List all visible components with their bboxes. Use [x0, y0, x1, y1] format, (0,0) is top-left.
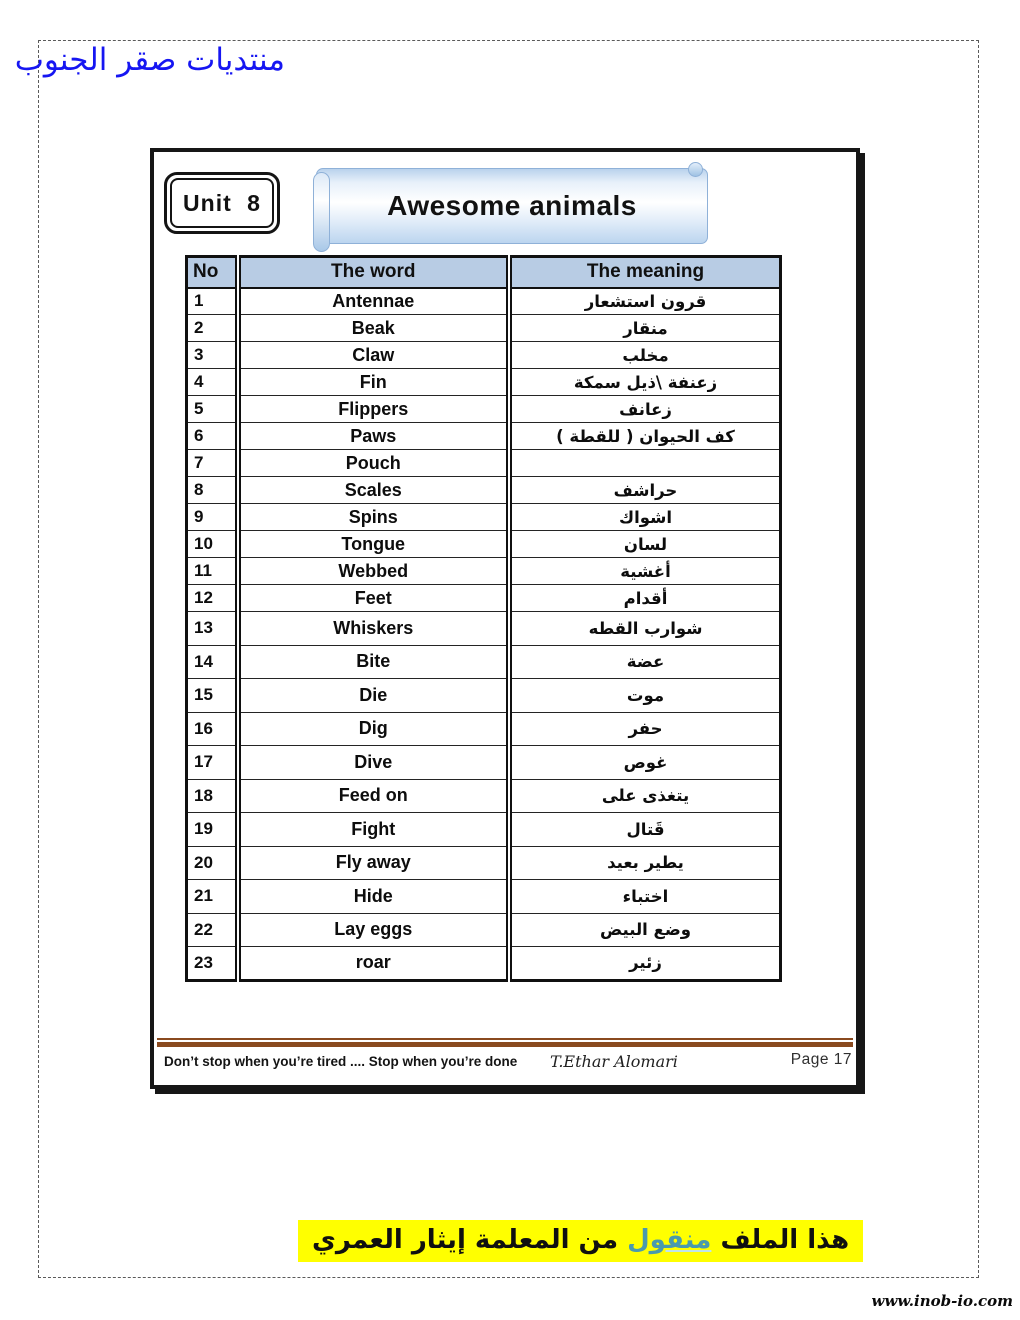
meaning-cell: زئير	[509, 947, 781, 981]
table-header-row	[187, 257, 781, 288]
note-highlight-word: منقول	[627, 1225, 712, 1255]
table-row	[187, 645, 781, 679]
row-number-cell: 2	[187, 315, 238, 342]
meaning-cell: أغشية	[509, 558, 781, 585]
table-row	[187, 369, 781, 396]
footer-quote: Don’t stop when you’re tired .... Stop when you’re done	[164, 1054, 518, 1069]
meaning-cell: يتغذى على	[509, 779, 781, 813]
meaning-cell: زعنفة \ذيل سمكة	[509, 369, 781, 396]
word-cell: Claw	[238, 342, 510, 369]
row-number-cell: 3	[187, 342, 238, 369]
row-number-cell: 12	[187, 585, 238, 612]
scroll-curl-left-icon	[313, 172, 330, 252]
word-cell: Antennae	[238, 288, 510, 315]
row-number-cell: 21	[187, 880, 238, 914]
note-text-suffix: من المعلمة إيثار العمري	[312, 1225, 628, 1255]
footer-author: T.Ethar Alomari	[550, 1052, 678, 1071]
meaning-cell: مخلب	[509, 342, 781, 369]
meaning-cell: قرون استشعار	[509, 288, 781, 315]
table-row	[187, 612, 781, 646]
word-cell: Tongue	[238, 531, 510, 558]
meaning-cell: قَتال	[509, 813, 781, 847]
title-banner	[316, 168, 708, 244]
meaning-cell: موت	[509, 679, 781, 713]
row-number-cell: 13	[187, 612, 238, 646]
unit-box-inner-border	[170, 178, 274, 228]
row-number-cell: 16	[187, 712, 238, 746]
row-number-cell: 11	[187, 558, 238, 585]
row-number-cell: 18	[187, 779, 238, 813]
row-number-cell: 6	[187, 423, 238, 450]
row-number-cell: 15	[187, 679, 238, 713]
table-row	[187, 396, 781, 423]
word-cell: Die	[238, 679, 510, 713]
table-row	[187, 288, 781, 315]
meaning-cell: حراشف	[509, 477, 781, 504]
site-title-arabic: منتديات صقر الجنوب	[14, 42, 285, 78]
table-row	[187, 504, 781, 531]
table-row	[187, 813, 781, 847]
header-no: No	[187, 257, 238, 288]
meaning-cell: يطير بعيد	[509, 846, 781, 880]
table-row	[187, 531, 781, 558]
word-cell: Fight	[238, 813, 510, 847]
document-footer	[164, 1051, 852, 1073]
row-number-cell: 14	[187, 645, 238, 679]
table-row	[187, 477, 781, 504]
word-cell: Fly away	[238, 846, 510, 880]
meaning-cell: أقدام	[509, 585, 781, 612]
word-cell: Bite	[238, 645, 510, 679]
table-row	[187, 712, 781, 746]
meaning-cell: لسان	[509, 531, 781, 558]
table-row	[187, 846, 781, 880]
banner-title: Awesome animals	[387, 190, 637, 221]
footer-divider-thin	[157, 1038, 853, 1040]
word-cell: Hide	[238, 880, 510, 914]
row-number-cell: 5	[187, 396, 238, 423]
row-number-cell: 17	[187, 746, 238, 780]
unit-label: Unit 8	[183, 189, 261, 216]
meaning-cell: وضع البيض	[509, 913, 781, 947]
row-number-cell: 4	[187, 369, 238, 396]
watermark-url: www.inob-io.com	[871, 1292, 1013, 1310]
footer-divider-thick	[157, 1042, 853, 1047]
meaning-cell: زعانف	[509, 396, 781, 423]
table-row	[187, 423, 781, 450]
table-row	[187, 342, 781, 369]
table-row	[187, 746, 781, 780]
row-number-cell: 7	[187, 450, 238, 477]
meaning-cell: شوارب القطه	[509, 612, 781, 646]
table-row	[187, 679, 781, 713]
word-cell: Dive	[238, 746, 510, 780]
table-row	[187, 558, 781, 585]
header-meaning: The meaning	[509, 257, 781, 288]
table-row	[187, 315, 781, 342]
word-cell: Webbed	[238, 558, 510, 585]
row-number-cell: 20	[187, 846, 238, 880]
word-cell: roar	[238, 947, 510, 981]
meaning-cell: كف الحيوان ( للقطة )	[509, 423, 781, 450]
meaning-cell: اشواك	[509, 504, 781, 531]
meaning-cell	[509, 450, 781, 477]
word-cell: Spins	[238, 504, 510, 531]
word-cell: Beak	[238, 315, 510, 342]
word-cell: Lay eggs	[238, 913, 510, 947]
table-row	[187, 450, 781, 477]
header-word: The word	[238, 257, 510, 288]
word-cell: Flippers	[238, 396, 510, 423]
row-number-cell: 10	[187, 531, 238, 558]
word-cell: Whiskers	[238, 612, 510, 646]
word-cell: Feed on	[238, 779, 510, 813]
vocabulary-table	[185, 255, 782, 982]
source-note	[298, 1220, 863, 1262]
row-number-cell: 19	[187, 813, 238, 847]
table-body	[187, 288, 781, 981]
meaning-cell: غوص	[509, 746, 781, 780]
table-row	[187, 913, 781, 947]
table-row	[187, 779, 781, 813]
word-cell: Scales	[238, 477, 510, 504]
footer-page-number: Page 17	[790, 1051, 852, 1068]
meaning-cell: منقار	[509, 315, 781, 342]
row-number-cell: 8	[187, 477, 238, 504]
document-frame	[150, 148, 860, 1089]
row-number-cell: 9	[187, 504, 238, 531]
table-row	[187, 880, 781, 914]
word-cell: Pouch	[238, 450, 510, 477]
row-number-cell: 22	[187, 913, 238, 947]
word-cell: Fin	[238, 369, 510, 396]
row-number-cell: 23	[187, 947, 238, 981]
scroll-curl-top-right-icon	[688, 162, 703, 177]
word-cell: Dig	[238, 712, 510, 746]
meaning-cell: حفر	[509, 712, 781, 746]
word-cell: Feet	[238, 585, 510, 612]
table-row	[187, 585, 781, 612]
row-number-cell: 1	[187, 288, 238, 315]
unit-box	[164, 172, 280, 234]
table-row	[187, 947, 781, 981]
meaning-cell: اختباء	[509, 880, 781, 914]
note-text-prefix: هذا الملف	[711, 1225, 850, 1255]
word-cell: Paws	[238, 423, 510, 450]
meaning-cell: عضة	[509, 645, 781, 679]
